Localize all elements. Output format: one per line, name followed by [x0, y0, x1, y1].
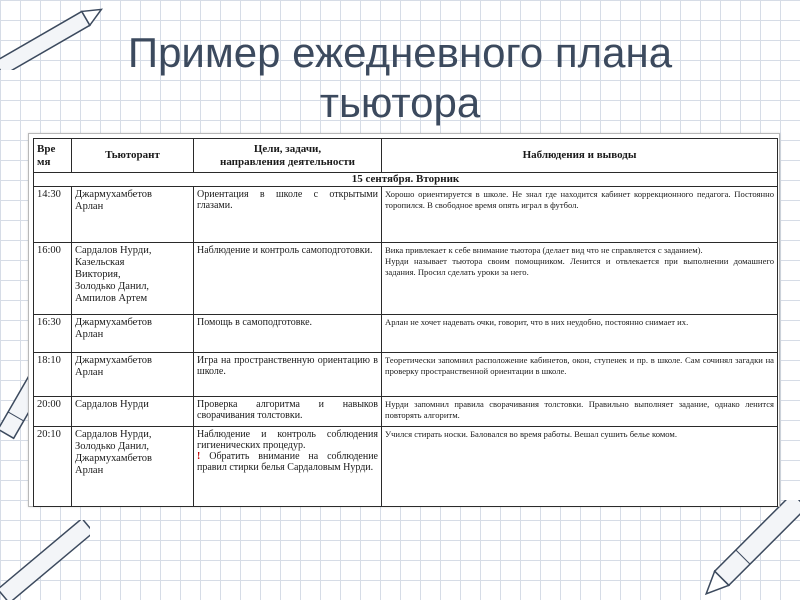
row-observations: Нурди запомнил правила сворачивания толстовки. Правильно выполняет задание, однако ленится повторять алгоритм.: [382, 397, 778, 427]
day-row: [34, 173, 778, 187]
row-time: 18:10: [34, 353, 72, 397]
row-observations: Хорошо ориентируется в школе. Не знал где находится кабинет коррекционного педагога. Постоянно торопился. В свободное время опять играл в футбол.: [382, 187, 778, 243]
tutor-plan-table: [33, 138, 778, 507]
tutee-name-line: Арлан: [75, 465, 104, 476]
tutee-name-line: Ампилов Артем: [75, 293, 148, 304]
table-row: [34, 315, 778, 353]
tutee-name-line: Казельская: [75, 257, 125, 268]
row-goals: [194, 427, 382, 507]
row-tutee: [72, 353, 194, 397]
row-goals: Наблюдение и контроль самоподготовки.: [194, 243, 382, 315]
tutee-name-line: Арлан: [75, 201, 104, 212]
goal-paragraph: Наблюдение и контроль соблюдения гигиенических процедур.: [197, 429, 378, 451]
row-goals: Проверка алгоритма и навыков сворачивания толстовки.: [194, 397, 382, 427]
tutee-name-line: Джармухамбетов: [75, 189, 153, 200]
header-goals-line-1: Цели, задачи,: [253, 142, 322, 155]
table-row: [34, 397, 778, 427]
row-tutee: [72, 397, 194, 427]
table-row: [34, 427, 778, 507]
row-time: 14:30: [34, 187, 72, 243]
table-row: [34, 187, 778, 243]
row-time: 20:00: [34, 397, 72, 427]
goal-note: Обратить внимание на соблюдение правил стирки белья Сардаловым Нурди.: [197, 451, 378, 473]
observation-paragraph: Вика привлекает к себе внимание тьютора (делает вид что не справляется с заданием).: [385, 245, 703, 255]
tutee-name-line: Золодько Данил,: [75, 281, 150, 292]
row-time: 16:30: [34, 315, 72, 353]
row-observations: [382, 243, 778, 315]
goal-paragraph: [197, 451, 378, 473]
row-observations: Арлан не хочет надевать очки, говорит, что в них неудобно, постоянно снимает их.: [382, 315, 778, 353]
row-tutee: [72, 243, 194, 315]
pencil-bottom-left-icon: [0, 520, 90, 600]
pencil-bottom-right-icon: [700, 500, 800, 600]
row-time: 20:10: [34, 427, 72, 507]
observation-paragraph: Нурди называет тьютора своим помощником. Ленится и отвлекается при выполнении домашнего задания. Просил сделать уроки за него.: [385, 256, 774, 277]
exclamation-mark: !: [197, 451, 201, 462]
row-goals: Помощь в самоподготовке.: [194, 315, 382, 353]
tutee-name-line: Арлан: [75, 329, 104, 340]
row-tutee: [72, 315, 194, 353]
table-row: [34, 243, 778, 315]
tutee-name-line: Сардалов Нурди,: [75, 429, 152, 440]
row-time: 16:00: [34, 243, 72, 315]
header-time: [34, 139, 72, 173]
tutee-name-line: Джармухамбетов: [75, 317, 153, 328]
header-observations: Наблюдения и выводы: [382, 139, 778, 173]
header-goals: [194, 139, 382, 173]
tutee-name-line: Золодько Данил,: [75, 441, 150, 452]
tutee-name-line: Виктория,: [75, 269, 121, 280]
tutee-name-line: Арлан: [75, 367, 104, 378]
row-tutee: [72, 427, 194, 507]
tutee-name-line: Джармухамбетов: [75, 453, 153, 464]
header-goals-line-2: направления деятельности: [219, 155, 355, 168]
row-goals: Игра на пространственную ориентацию в школе.: [194, 353, 382, 397]
tutee-name-line: Сардалов Нурди: [75, 399, 149, 410]
slide-title: [60, 28, 740, 128]
header-time-line-1: Вре: [37, 142, 56, 155]
day-label: 15 сентября. Вторник: [34, 173, 778, 187]
tutee-name-line: Джармухамбетов: [75, 355, 153, 366]
table-row: [34, 353, 778, 397]
tutee-name-line: Сардалов Нурди,: [75, 245, 152, 256]
table-header-row: [34, 139, 778, 173]
title-line-2: тьютора: [319, 79, 481, 126]
title-line-1: Пример ежедневного плана: [127, 29, 673, 76]
row-observations: Учился стирать носки. Баловался во время работы. Вешал сушить белье комом.: [382, 427, 778, 507]
row-tutee: [72, 187, 194, 243]
row-goals: Ориентация в школе с открытыми глазами.: [194, 187, 382, 243]
plan-sheet: [28, 133, 780, 507]
row-observations: Теоретически запомнил расположение кабинетов, окон, ступенек и пр. в школе. Сам сочинял загадки на проверку пространственной ориентации в школе.: [382, 353, 778, 397]
header-tutee: Тьюторант: [72, 139, 194, 173]
header-time-line-2: мя: [37, 155, 51, 168]
